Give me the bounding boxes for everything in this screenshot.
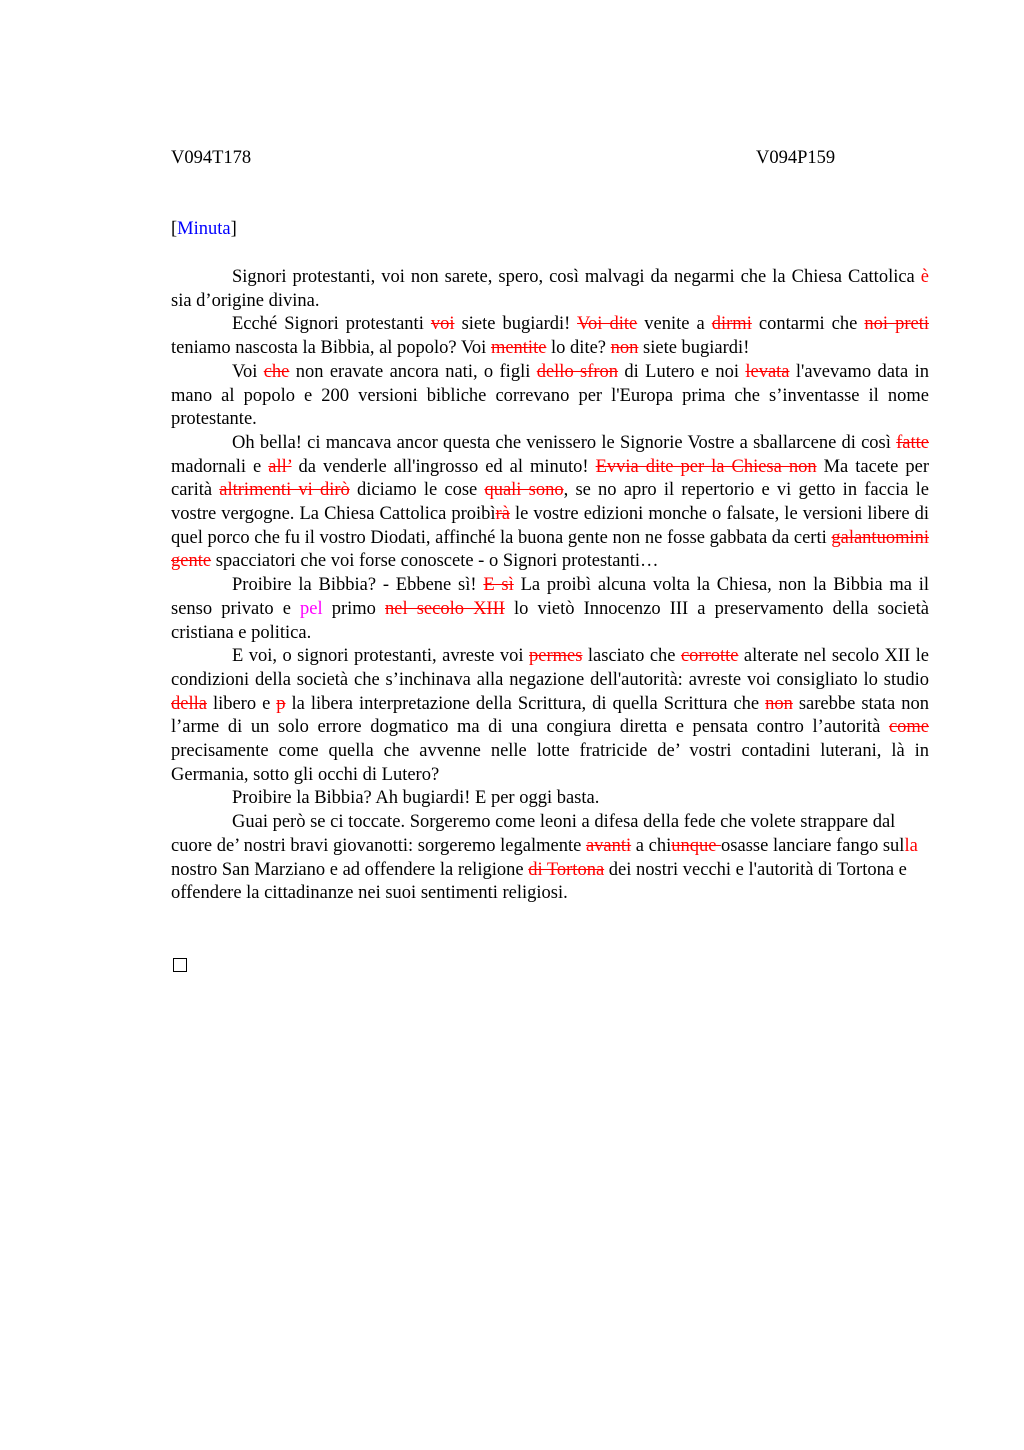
text-run: siete bugiardi!: [638, 338, 750, 359]
text-run: E voi, o signori protestanti, avreste voi: [232, 646, 530, 667]
minuta-text: Minuta: [177, 219, 231, 239]
text-run: sia d’origine divina.: [171, 290, 320, 311]
paragraph: [171, 361, 929, 432]
text-run: La proibì alcuna volta la Chiesa, non la Bibbia ma il senso privato e: [171, 575, 930, 619]
deleted-text: altrimenti vi dirò: [219, 480, 350, 501]
paragraph: [171, 787, 929, 811]
deleted-text: non: [610, 338, 639, 359]
text-run: libero e: [206, 693, 277, 714]
paragraph: [171, 811, 929, 906]
header-right-code: V094P159: [756, 148, 836, 168]
text-run: diciamo le cose: [349, 480, 485, 501]
text-run: osasse lanciare fango sul: [721, 835, 905, 856]
text-run: Proibire la Bibbia? - Ebbene sì!: [232, 575, 484, 596]
paragraph: [171, 574, 929, 645]
text-run: da venderle all'ingrosso ed al minuto!: [291, 456, 596, 477]
text-run: non eravate ancora nati, o figli: [289, 361, 537, 382]
text-run: Signori protestanti, voi non sarete, spero, così malvagi da negarmi che la Chiesa Cattolica: [232, 267, 921, 287]
text-run: venite a: [637, 314, 712, 335]
deleted-text: unque: [671, 835, 722, 856]
deleted-text: Evvia dite per la Chiesa non: [595, 456, 817, 477]
deleted-text: di Tortona: [528, 859, 605, 880]
text-run: primo: [322, 598, 386, 619]
deleted-text: Voi dite: [577, 314, 638, 335]
deleted-text: all’: [268, 456, 292, 477]
deleted-text: che: [263, 361, 290, 382]
text-run: alterate nel secolo XII le condizioni della società che s’inchinava alla negazione dell'autorità: avreste voi consigliato lo studio: [171, 646, 929, 690]
end-square-icon: [173, 958, 187, 972]
text-run: precisamente come quella che avvenne nelle lotte fratricide de’ vostri contadini luterani, là in Germania, sotto gli occhi di Lutero?: [171, 741, 929, 785]
minuta-label: [171, 218, 237, 242]
paragraph: [171, 266, 929, 313]
text-run: Proibire la Bibbia? Ah bugiardi! E per oggi basta.: [232, 788, 600, 809]
paragraph: [171, 432, 929, 574]
text-run: lasciato che: [582, 646, 681, 667]
text-run: sarebbe stata non l’arme di un solo errore dogmatico ma di una congiura diretta e pensata contro l’autorità: [171, 693, 929, 738]
deleted-text: come: [888, 717, 929, 738]
bracket-open: [: [171, 219, 178, 239]
letter-body: [171, 266, 929, 906]
deleted-text: quali sono: [484, 480, 564, 501]
text-run: siete bugiardi!: [454, 314, 578, 335]
deleted-text: levata: [745, 361, 790, 382]
text-run: Guai però se ci toccate. Sorgeremo come leoni a difesa della fede che volete strappare dal cuore de’ nostri bravi giovanotti: sorgeremo legalmente: [171, 812, 896, 856]
text-run: nostro San Marziano e ad offendere la religione: [171, 859, 529, 880]
paragraph: [171, 313, 929, 360]
text-run: la libera interpretazione della Scrittura, di quella Scrittura che: [285, 693, 766, 714]
deleted-text: nel secolo XIII: [385, 598, 505, 619]
deleted-text: della: [171, 693, 207, 714]
text-run: di Lutero e noi: [618, 361, 746, 382]
header-left-code: V094T178: [171, 148, 252, 168]
text-run: Ma tacete per carità: [171, 456, 930, 501]
text-run: teniamo nascosta la Bibbia, al popolo? Voi: [171, 338, 491, 359]
paragraph: [171, 645, 929, 787]
deleted-text: fatte: [896, 432, 929, 453]
deleted-text: dello sfron: [536, 361, 619, 382]
text-run: l'avevamo data in mano al popolo e 200 versioni bibliche correvano per l'Europa prima che s’inventasse il nome protestante.: [171, 361, 929, 430]
text-run: le vostre edizioni monche o falsate, le versioni libere di quel porco che fu il vostro Diodati, affinché la buona gente non ne fosse gabbata da certi: [171, 504, 929, 548]
deleted-text: non: [765, 693, 793, 714]
deleted-text: p: [276, 693, 286, 714]
bracket-close: ]: [230, 219, 237, 239]
deleted-text: corrotte: [680, 646, 739, 667]
deleted-text: E sì: [483, 575, 514, 596]
text-run: dei nostri vecchi e l'autorità di Tortona e offendere la cittadinanze nei suoi sentimenti religiosi.: [171, 859, 907, 904]
text-run: contarmi che: [751, 314, 865, 335]
deleted-text: galantuomini gente: [171, 527, 929, 572]
text-run: lo vietò Innocenzo III a preservamento della società cristiana e politica.: [171, 598, 929, 643]
red-text: è: [920, 267, 929, 287]
text-run: Ecché Signori protestanti: [232, 314, 431, 335]
deleted-text: rà: [495, 504, 510, 525]
text-run: Voi: [232, 361, 264, 382]
deleted-text: voi: [430, 314, 455, 335]
red-text: la: [904, 835, 918, 856]
deleted-text: dirmi: [711, 314, 752, 335]
mag-text: pel: [300, 598, 323, 619]
text-run: Oh bella! ci mancava ancor questa che venissero le Signorie Vostre a sballarcene di così: [232, 432, 897, 453]
text-run: madornali e: [171, 456, 269, 477]
deleted-text: noi preti: [864, 314, 929, 335]
deleted-text: permes: [529, 646, 583, 667]
deleted-text: avanti: [585, 835, 632, 856]
text-run: spacciatori che voi forse conoscete - o Signori protestanti…: [211, 551, 659, 572]
deleted-text: mentite: [490, 338, 547, 359]
text-run: lo dite?: [546, 338, 611, 359]
text-run: a chi: [631, 835, 672, 856]
text-run: , se no apro il repertorio e vi getto in faccia le vostre vergogne. La Chiesa Cattolica proibì: [171, 480, 929, 525]
